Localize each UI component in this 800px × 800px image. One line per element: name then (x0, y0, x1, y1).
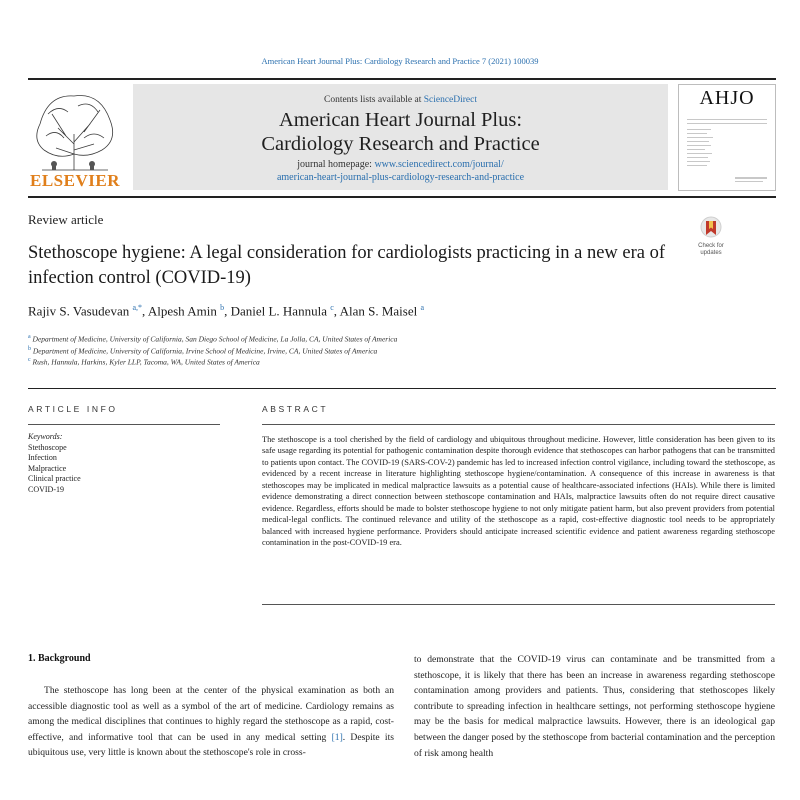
homepage-label: journal homepage: (297, 159, 375, 170)
author-affil-marker[interactable]: c (330, 303, 334, 312)
journal-title (133, 108, 668, 156)
homepage-link-line-1[interactable]: www.sciencedirect.com/journal/ (374, 159, 504, 170)
journal-title-line-1: American Heart Journal Plus: (278, 109, 523, 131)
elsevier-wordmark: ELSEVIER (30, 171, 120, 190)
keywords-block (28, 432, 228, 495)
keyword-item: Clinical practice (28, 474, 81, 483)
abstract-heading: ABSTRACT (262, 404, 329, 414)
journal-cover-title: AHJO (699, 87, 755, 109)
affiliation-a (28, 334, 397, 344)
author-list: Rajiv S. Vasudevan $^{a,*}$, Alpesh Amin $^b$, Daniel L. Hannula $^c$, Alan S. Maisel $^a$ (28, 303, 425, 319)
check-for-updates-label (688, 243, 734, 257)
article-info-heading: ARTICLE INFO (28, 404, 118, 414)
author-affil-marker[interactable]: a (420, 303, 425, 312)
info-top-rule (28, 388, 776, 389)
affiliation-c (28, 357, 260, 367)
journal-homepage (133, 158, 668, 184)
author-name[interactable]: Rajiv S. Vasudevan (28, 303, 130, 319)
keyword-item: Stethoscope (28, 442, 67, 452)
body-left-column (28, 683, 394, 775)
header-top-rule (28, 78, 776, 80)
article-info-rule (28, 424, 220, 425)
journal-citation[interactable]: American Heart Journal Plus: Cardiology Research and Practice 7 (2021) 100039 (261, 56, 539, 66)
affiliation-text: Department of Medicine, University of California, San Diego School of Medicine, La Jolla, CA, United States of America (32, 334, 398, 344)
check-updates-line-1: Check for (698, 243, 724, 249)
abstract-bottom-rule (262, 604, 775, 605)
header-bottom-rule (28, 196, 776, 198)
abstract-text: The stethoscope is a tool cherished by the field of cardiology and ubiquitous throughout medicine. However, little consideration has been given to its safe usage regarding its potential for pathogenic contamination despite thorough evidence that stethoscopes can harbor pathogens that can be transmitted to patients upon contact. The COVID-19 (SARS-COV-2) pandemic has led to increased infection control vigilance, including toward the stethoscope, as evidenced by a recent increase in literature highlighting stethoscope hygiene/contamination. A consequence of this increase in awareness is that stethoscopes may be implicated in medical malpractice lawsuits as a potential cause of healthcare-associated infections (HAIs). While there is limited evidence demonstrating a direct connection between stethoscope contamination and HAIs, malpractice lawsuits often do not require direct causative evidence. Regardless, efforts should be made to bolster stethoscope hygiene to not only mitigate patient harm, but also prevent providers from potential medical-legal conflicts. The continued relevance and utility of the stethoscope as a rapid, cost-effective diagnostic tool needs to be appropriately balanced with increased hygiene performance. Providers should anticipate increased scientific evidence and patient awareness regarding stethoscope contamination in the post-COVID-19 era. (262, 435, 775, 548)
cover-text-lines (679, 115, 775, 190)
affiliation-marker: b (28, 346, 31, 352)
sciencedirect-link[interactable]: ScienceDirect (423, 95, 477, 105)
body-right-text: to demonstrate that the COVID-19 virus can contaminate and be transmitted from a stethoscope, it is likely that there has been an increase in awareness regarding stethoscope contamination among providers and patients. Thus, considering that stethoscopes likely contribute to spreading infection in healthcare settings, not performing stethoscope hygiene may be the basis for medical malpractice lawsuits. However, there is an ideological gap between the danger posed by the stethoscope from bacterial contamination and the perception of risk among health (414, 654, 775, 759)
keyword-item: COVID-19 (28, 484, 64, 494)
homepage-link-line-2[interactable]: american-heart-journal-plus-cardiology-research-and-practice (276, 172, 525, 183)
article-title: Stethoscope hygiene: A legal consideration for cardiologists practicing in a new era of infection control (COVID-19) (28, 243, 666, 288)
keywords-label: Keywords: (28, 432, 63, 441)
reference-link[interactable]: [1] (331, 731, 343, 743)
article-type: Review article (28, 212, 104, 227)
check-for-updates-badge[interactable] (688, 216, 734, 264)
keyword-item: Infection (28, 453, 57, 462)
body-right-column (414, 652, 775, 764)
journal-title-line-2: Cardiology Research and Practice (261, 133, 540, 155)
journal-cover-thumbnail[interactable] (678, 84, 776, 191)
author-name[interactable]: Alpesh Amin (147, 303, 217, 319)
keyword-item: Malpractice (28, 463, 67, 473)
affiliation-marker: a (28, 334, 31, 340)
contents-line (133, 95, 668, 105)
author-affil-marker[interactable]: b (220, 303, 225, 312)
affiliation-marker: c (28, 357, 31, 363)
author-name[interactable]: Daniel L. Hannula (230, 303, 327, 319)
affiliation-b (28, 346, 377, 356)
section-heading-background: 1. Background (28, 653, 91, 664)
author-affil-marker[interactable]: a,* (132, 303, 143, 312)
affiliation-text: Department of Medicine, University of California, Irvine School of Medicine, Irvine, CA, United States of America (32, 346, 378, 356)
contents-prefix: Contents lists available at (323, 95, 424, 105)
abstract-top-rule (262, 424, 775, 425)
bookmark-ribbon-icon (700, 216, 722, 242)
affiliation-text: Rush, Hannula, Harkins, Kyler LLP, Tacoma, WA, United States of America (32, 357, 260, 367)
body-left-tail: . Despite its ubiquitous use, very little is known about the stethoscope's role in cross- (28, 731, 394, 759)
body-left-text: The stethoscope has long been at the center of the physical examination as both an accessible diagnostic tool as well as a symbol of the art of medicine. Cardiology remains as among the medical disciplines that continues to highly regard the stethoscope as a rapid, cost-effective, and informative tool that can be used in any medical setting (28, 685, 394, 743)
author-name[interactable]: Alan S. Maisel (339, 303, 418, 319)
check-updates-line-2: updates (700, 250, 722, 256)
